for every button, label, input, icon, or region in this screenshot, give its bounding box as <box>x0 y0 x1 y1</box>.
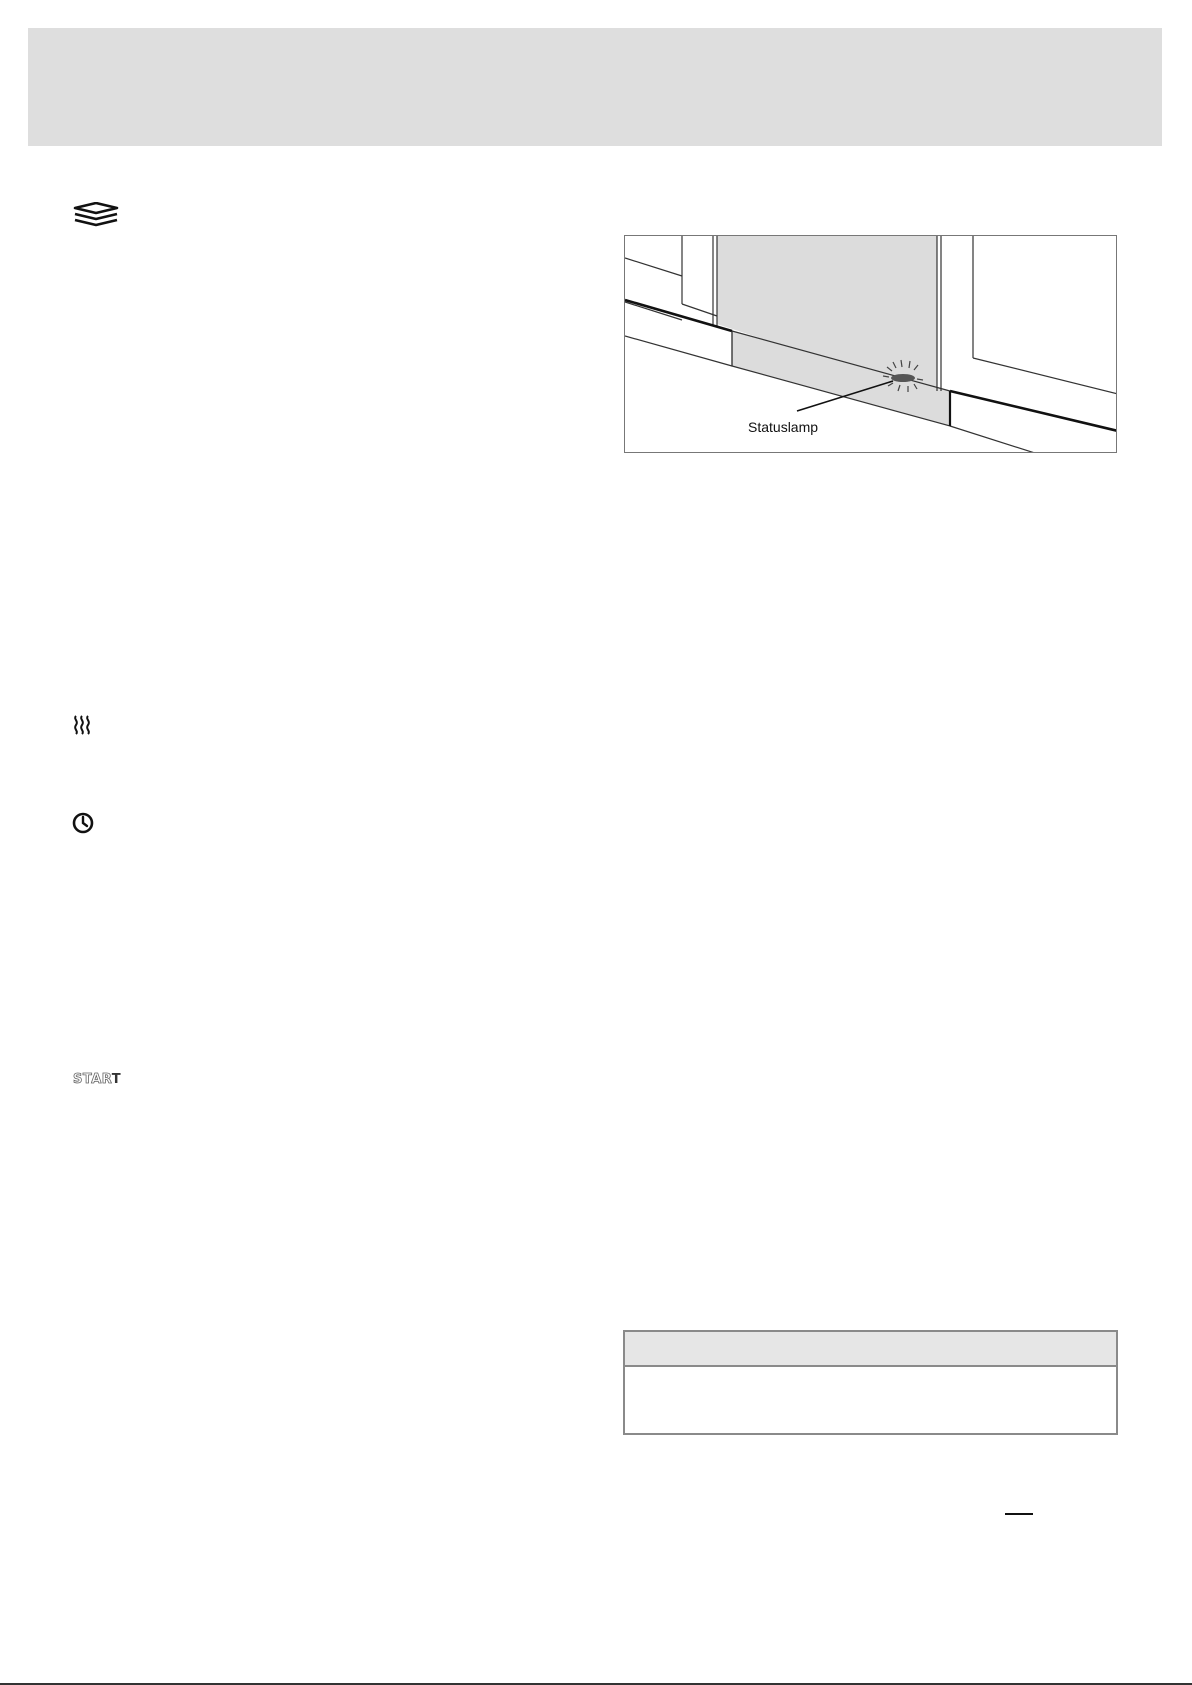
heat-icon <box>72 715 94 735</box>
short-rule <box>1005 1513 1033 1515</box>
start-icon-text: STAR <box>73 1072 112 1087</box>
statuslamp-label: Statuslamp <box>748 419 819 435</box>
figure-illustration <box>625 236 1117 453</box>
bottom-rule <box>0 1683 1192 1685</box>
notice-box <box>623 1330 1118 1435</box>
notice-header <box>625 1332 1116 1367</box>
start-icon-last-letter: T <box>111 1072 122 1087</box>
start-icon <box>73 1072 121 1087</box>
layers-icon <box>72 202 120 228</box>
clock-icon <box>72 812 94 834</box>
figure-dishwasher-plinth <box>624 235 1117 453</box>
header-band <box>28 28 1162 146</box>
